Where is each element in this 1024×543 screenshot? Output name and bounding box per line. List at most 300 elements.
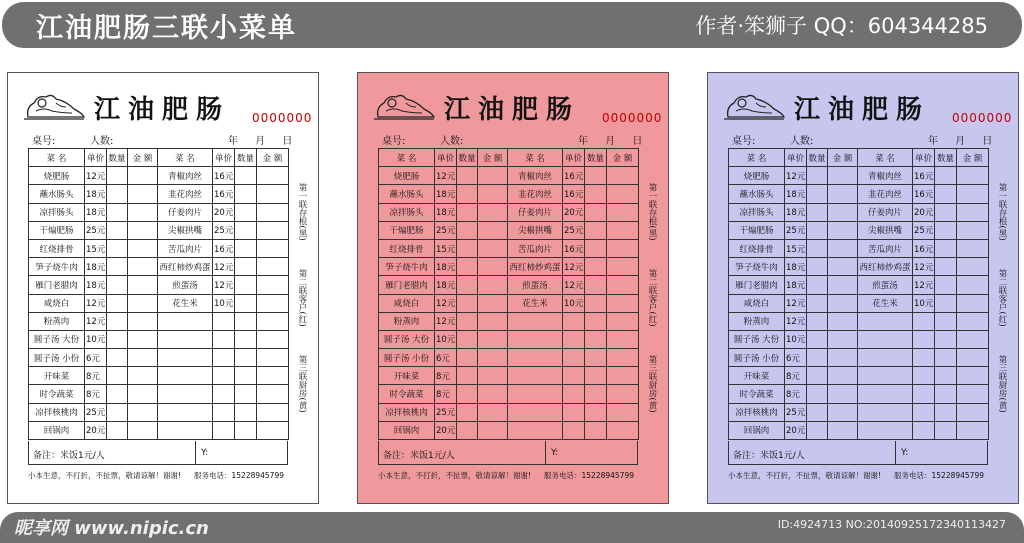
dish-price: 16元 (213, 167, 235, 185)
dish-price: 6元 (785, 349, 807, 367)
dish-price (913, 421, 935, 439)
quantity-cell (457, 221, 478, 239)
table-row (379, 239, 639, 257)
quantity-cell (935, 367, 957, 385)
quantity-cell (935, 221, 957, 239)
amount-cell (257, 330, 289, 348)
quantity-cell (585, 221, 607, 239)
quantity-cell (457, 312, 478, 330)
amount-cell (478, 312, 508, 330)
menu-card-purple (707, 72, 1019, 504)
quantity-cell (585, 312, 607, 330)
dish-price: 15元 (785, 239, 807, 257)
quantity-cell (235, 276, 257, 294)
amount-cell (607, 185, 639, 203)
amount-cell (257, 167, 289, 185)
column-header: 数量 (235, 149, 257, 167)
quantity-cell (107, 294, 128, 312)
dish-name: 粉蒸肉 (29, 312, 85, 330)
dish-name: 干煸肥肠 (379, 221, 435, 239)
dish-name: 凉拌肠头 (29, 203, 85, 221)
quantity-cell (935, 185, 957, 203)
quantity-cell (935, 239, 957, 257)
dish-name: 开味菜 (379, 367, 435, 385)
quantity-cell (935, 203, 957, 221)
amount-cell (607, 385, 639, 403)
dish-name: 烧肥肠 (729, 167, 785, 185)
column-header: 单价 (435, 149, 457, 167)
amount-cell (128, 421, 158, 439)
table-row (729, 421, 989, 439)
page-title: 江油肥肠三联小菜单 (36, 13, 297, 44)
dish-price: 8元 (785, 385, 807, 403)
table-row (29, 385, 289, 403)
quantity-cell (585, 258, 607, 276)
dish-price (913, 349, 935, 367)
dish-price: 25元 (913, 221, 935, 239)
amount-cell (957, 312, 989, 330)
people-count-label: 人数: (790, 136, 814, 147)
table-row (729, 367, 989, 385)
quantity-cell (107, 312, 128, 330)
amount-cell (607, 239, 639, 257)
date-label: 年 月 日 (228, 136, 293, 147)
quantity-cell (807, 403, 828, 421)
dish-price: 16元 (213, 239, 235, 257)
dish-name: 煎蛋汤 (508, 276, 563, 294)
dish-name: 红烧排骨 (729, 239, 785, 257)
quantity-cell (807, 239, 828, 257)
serial-number: 0000000 (602, 111, 663, 125)
date-label: 年 月 日 (578, 136, 643, 147)
quantity-cell (107, 276, 128, 294)
amount-cell (607, 258, 639, 276)
quantity-cell (457, 421, 478, 439)
amount-cell (478, 167, 508, 185)
dish-price: 12元 (85, 312, 107, 330)
dish-price: 16元 (913, 239, 935, 257)
quantity-cell (107, 239, 128, 257)
dish-price: 10元 (913, 294, 935, 312)
amount-cell (128, 330, 158, 348)
table-header-row (729, 149, 989, 167)
table-row (29, 276, 289, 294)
dish-name (858, 403, 913, 421)
dish-name: 青椒肉丝 (508, 167, 563, 185)
table-row (379, 367, 639, 385)
footer-row (28, 441, 288, 465)
amount-cell (607, 221, 639, 239)
amount-cell (828, 167, 858, 185)
table-row (729, 276, 989, 294)
image-id: ID:4924713 NO:20140925172340113427 (777, 518, 1006, 531)
amount-cell (607, 203, 639, 221)
dish-name: 煎蛋汤 (858, 276, 913, 294)
menu-card-red (357, 72, 669, 504)
quantity-cell (807, 330, 828, 348)
dish-name (158, 385, 213, 403)
date-label: 年 月 日 (928, 136, 993, 147)
dish-price: 20元 (213, 203, 235, 221)
column-header: 菜 名 (508, 149, 563, 167)
table-row (729, 330, 989, 348)
table-header-row (379, 149, 639, 167)
amount-cell (478, 221, 508, 239)
slogan: 小本生意，不打折，不扯票，敬请谅解！谢谢! (28, 471, 182, 480)
amount-cell (478, 276, 508, 294)
quantity-cell (807, 185, 828, 203)
column-header: 金 额 (257, 149, 289, 167)
dish-price (913, 367, 935, 385)
amount-cell (478, 294, 508, 312)
quantity-cell (585, 367, 607, 385)
amount-cell (607, 349, 639, 367)
dish-name: 煎蛋汤 (158, 276, 213, 294)
dish-name: 回锅肉 (379, 421, 435, 439)
quantity-cell (107, 367, 128, 385)
dish-name: 韭花肉丝 (858, 185, 913, 203)
dish-price: 25元 (435, 403, 457, 421)
table-row (29, 403, 289, 421)
amount-cell (607, 276, 639, 294)
quantity-cell (107, 185, 128, 203)
amount-cell (957, 421, 989, 439)
serial-number: 0000000 (252, 111, 313, 125)
dish-price: 8元 (85, 385, 107, 403)
amount-cell (828, 185, 858, 203)
amount-cell (607, 294, 639, 312)
quantity-cell (235, 239, 257, 257)
dish-name: 西红柿炒鸡蛋 (858, 258, 913, 276)
dish-price: 6元 (435, 349, 457, 367)
amount-cell (828, 421, 858, 439)
dish-price: 18元 (85, 203, 107, 221)
quantity-cell (807, 421, 828, 439)
table-row (29, 203, 289, 221)
quantity-cell (935, 312, 957, 330)
table-row (29, 312, 289, 330)
quantity-cell (235, 367, 257, 385)
rice-note: 备注：米饭1元/人 (733, 451, 805, 461)
amount-cell (957, 294, 989, 312)
column-header: 单价 (913, 149, 935, 167)
rice-note: 备注：米饭1元/人 (383, 451, 455, 461)
quantity-cell (107, 203, 128, 221)
column-header: 菜 名 (858, 149, 913, 167)
quantity-cell (807, 349, 828, 367)
menu-table (728, 148, 989, 440)
quantity-cell (235, 385, 257, 403)
amount-cell (257, 185, 289, 203)
table-row (729, 312, 989, 330)
quantity-cell (807, 294, 828, 312)
quantity-cell (585, 203, 607, 221)
chef-logo-icon (722, 89, 786, 123)
quantity-cell (457, 330, 478, 348)
dish-price: 20元 (435, 421, 457, 439)
dish-price (913, 330, 935, 348)
dish-price: 20元 (785, 421, 807, 439)
amount-cell (607, 167, 639, 185)
dish-price (563, 403, 585, 421)
dish-name (158, 330, 213, 348)
dish-name: 雁门老腊肉 (379, 276, 435, 294)
amount-cell (257, 203, 289, 221)
quantity-cell (935, 294, 957, 312)
amount-cell (957, 276, 989, 294)
quantity-cell (457, 349, 478, 367)
dish-price: 16元 (563, 239, 585, 257)
dish-name: 回锅肉 (29, 421, 85, 439)
table-row (729, 203, 989, 221)
dish-name: 粉蒸肉 (729, 312, 785, 330)
dish-price: 18元 (435, 276, 457, 294)
dish-price (213, 312, 235, 330)
dish-name: 时令蔬菜 (379, 385, 435, 403)
quantity-cell (935, 330, 957, 348)
dish-price: 6元 (85, 349, 107, 367)
table-row (729, 294, 989, 312)
copy-label-1: 第一联存根(黑) (647, 183, 657, 241)
quantity-cell (807, 385, 828, 403)
quantity-cell (235, 203, 257, 221)
quantity-cell (457, 167, 478, 185)
amount-cell (957, 239, 989, 257)
table-row (379, 167, 639, 185)
quantity-cell (235, 185, 257, 203)
quantity-cell (107, 221, 128, 239)
quantity-cell (235, 167, 257, 185)
quantity-cell (807, 367, 828, 385)
dish-name: 圆子汤 大份 (379, 330, 435, 348)
dish-name: 凉拌肠头 (729, 203, 785, 221)
quantity-cell (585, 330, 607, 348)
amount-cell (478, 421, 508, 439)
dish-name: 红烧排骨 (379, 239, 435, 257)
dish-name: 尖椒拱嘴 (158, 221, 213, 239)
amount-cell (478, 258, 508, 276)
column-header: 数量 (457, 149, 478, 167)
dish-price: 18元 (435, 203, 457, 221)
amount-cell (257, 403, 289, 421)
amount-cell (828, 330, 858, 348)
dish-name: 回锅肉 (729, 421, 785, 439)
column-header: 菜 名 (158, 149, 213, 167)
quantity-cell (585, 276, 607, 294)
service-phone: 服务电话：15228945799 (544, 471, 634, 480)
amount-cell (957, 258, 989, 276)
dish-name: 雁门老腊肉 (29, 276, 85, 294)
brand-name: 江油肥肠 (794, 95, 931, 125)
table-row (29, 258, 289, 276)
table-row (379, 294, 639, 312)
amount-cell (607, 367, 639, 385)
table-row (729, 221, 989, 239)
table-row (29, 185, 289, 203)
watermark: 昵享网 www.nipic.cn (14, 518, 209, 539)
dish-name: 干煸肥肠 (29, 221, 85, 239)
dish-name (858, 312, 913, 330)
table-row (729, 167, 989, 185)
quantity-cell (235, 330, 257, 348)
amount-cell (478, 385, 508, 403)
amount-cell (478, 239, 508, 257)
quantity-cell (585, 239, 607, 257)
dish-name: 凉拌核桃肉 (29, 403, 85, 421)
dish-name (508, 349, 563, 367)
table-row (29, 367, 289, 385)
slogan: 小本生意，不打折，不扯票，敬请谅解！谢谢! (728, 471, 882, 480)
dish-price: 15元 (435, 239, 457, 257)
dish-name (508, 367, 563, 385)
table-row (29, 330, 289, 348)
dish-name: 蘸水肠头 (729, 185, 785, 203)
quantity-cell (235, 258, 257, 276)
amount-cell (128, 221, 158, 239)
service-phone: 服务电话：15228945799 (194, 471, 284, 480)
total-label: Y: (901, 448, 909, 458)
quantity-cell (457, 185, 478, 203)
quantity-cell (107, 403, 128, 421)
dish-name (508, 403, 563, 421)
dish-name: 圆子汤 大份 (729, 330, 785, 348)
dish-price: 12元 (913, 258, 935, 276)
dish-price: 18元 (785, 203, 807, 221)
dish-name (158, 421, 213, 439)
table-row (379, 349, 639, 367)
quantity-cell (457, 203, 478, 221)
quantity-cell (457, 258, 478, 276)
quantity-cell (457, 367, 478, 385)
amount-cell (828, 349, 858, 367)
table-row (379, 221, 639, 239)
amount-cell (128, 239, 158, 257)
dish-price: 18元 (85, 276, 107, 294)
quantity-cell (235, 403, 257, 421)
dish-price: 18元 (85, 258, 107, 276)
dish-price (563, 312, 585, 330)
amount-cell (128, 349, 158, 367)
table-row (29, 167, 289, 185)
dish-name: 笋子烧牛肉 (379, 258, 435, 276)
quantity-cell (935, 258, 957, 276)
amount-cell (478, 403, 508, 421)
quantity-cell (585, 294, 607, 312)
table-row (379, 385, 639, 403)
amount-cell (828, 258, 858, 276)
rice-note: 备注：米饭1元/人 (33, 451, 105, 461)
dish-name (858, 385, 913, 403)
service-phone: 服务电话：15228945799 (894, 471, 984, 480)
dish-name: 开味菜 (729, 367, 785, 385)
column-header: 单价 (563, 149, 585, 167)
amount-cell (828, 203, 858, 221)
dish-price: 18元 (435, 185, 457, 203)
amount-cell (828, 367, 858, 385)
column-header: 金 额 (607, 149, 639, 167)
dish-name: 蘸水肠头 (379, 185, 435, 203)
quantity-cell (457, 276, 478, 294)
quantity-cell (107, 349, 128, 367)
amount-cell (828, 239, 858, 257)
amount-cell (607, 403, 639, 421)
dish-name (858, 421, 913, 439)
dish-price (213, 330, 235, 348)
column-header: 金 额 (478, 149, 508, 167)
column-header: 单价 (85, 149, 107, 167)
copy-label-2: 第二联客户(红) (297, 269, 307, 327)
amount-cell (128, 185, 158, 203)
table-row (379, 276, 639, 294)
dish-price: 12元 (213, 258, 235, 276)
amount-cell (828, 312, 858, 330)
dish-price: 12元 (563, 276, 585, 294)
column-header: 金 额 (128, 149, 158, 167)
dish-price: 12元 (435, 312, 457, 330)
dish-name (158, 349, 213, 367)
dish-price: 18元 (785, 185, 807, 203)
table-row (29, 421, 289, 439)
dish-price: 12元 (213, 276, 235, 294)
dish-price (213, 421, 235, 439)
dish-price: 12元 (435, 294, 457, 312)
quantity-cell (935, 349, 957, 367)
amount-cell (828, 294, 858, 312)
footer-row (378, 441, 638, 465)
dish-price: 10元 (563, 294, 585, 312)
dish-price (213, 385, 235, 403)
copy-labels (990, 177, 1014, 435)
menu-table (28, 148, 289, 440)
quantity-cell (235, 421, 257, 439)
dish-price: 8元 (85, 367, 107, 385)
amount-cell (128, 385, 158, 403)
dish-price: 10元 (435, 330, 457, 348)
dish-price (563, 421, 585, 439)
dish-name (508, 330, 563, 348)
dish-name: 花生米 (508, 294, 563, 312)
copy-labels (640, 177, 664, 435)
dish-price: 18元 (785, 258, 807, 276)
copy-label-3: 第三联厨房(黄) (647, 355, 657, 413)
dish-price: 15元 (85, 239, 107, 257)
dish-price: 18元 (785, 276, 807, 294)
dish-price: 12元 (785, 167, 807, 185)
dish-price: 8元 (435, 367, 457, 385)
dish-price: 25元 (85, 403, 107, 421)
dish-name: 仔姜肉片 (508, 203, 563, 221)
dish-name: 韭花肉丝 (508, 185, 563, 203)
brand-name: 江油肥肠 (444, 95, 581, 125)
menu-table (378, 148, 639, 440)
amount-cell (478, 203, 508, 221)
quantity-cell (585, 349, 607, 367)
quantity-cell (935, 385, 957, 403)
copy-labels (290, 177, 314, 435)
dish-name: 青椒肉丝 (158, 167, 213, 185)
amount-cell (257, 258, 289, 276)
people-count-label: 人数: (90, 136, 114, 147)
quantity-cell (935, 276, 957, 294)
amount-cell (828, 385, 858, 403)
dish-name: 笋子烧牛肉 (729, 258, 785, 276)
column-header: 数量 (807, 149, 828, 167)
quantity-cell (107, 258, 128, 276)
dish-price: 16元 (913, 185, 935, 203)
dish-price (213, 403, 235, 421)
dish-price (913, 385, 935, 403)
amount-cell (957, 330, 989, 348)
